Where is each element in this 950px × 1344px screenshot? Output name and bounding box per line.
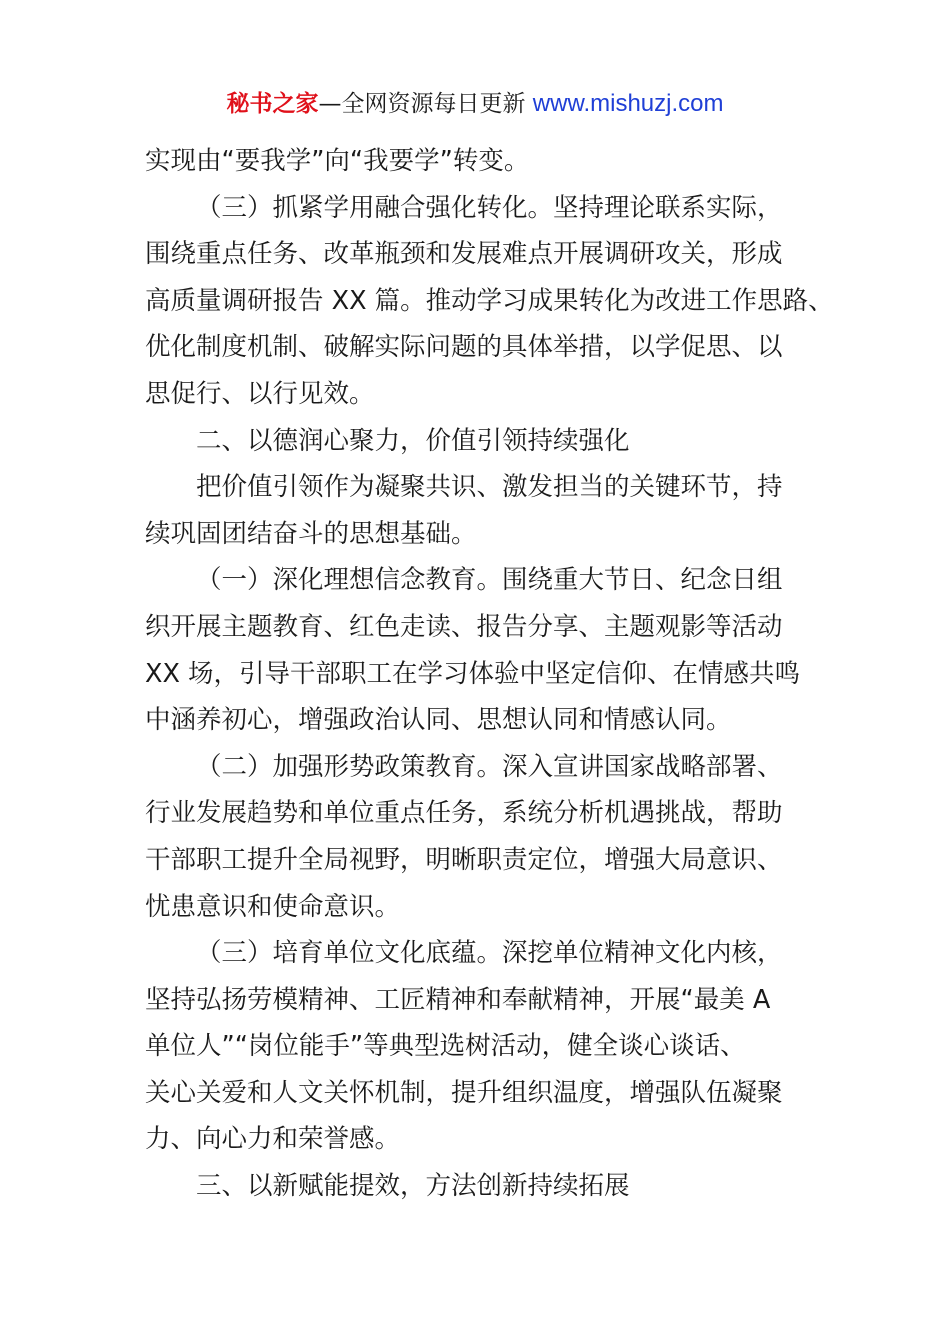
paragraph-line: 把价值引领作为凝聚共识、激发担当的关键环节，持: [196, 472, 783, 503]
paragraph-line: XX 场，引导干部职工在学习体验中坚定信仰、在情感共鸣: [145, 658, 801, 689]
paragraph-line: 力、向心力和荣誉感。: [145, 1124, 401, 1155]
paragraph-line: 坚持弘扬劳模精神、工匠精神和奉献精神，开展“最美 A: [145, 984, 771, 1015]
paragraph-line: 单位人”“岗位能手”等典型选树活动，健全谈心谈话、: [145, 1031, 746, 1062]
paragraph-line: 忧患意识和使命意识。: [145, 891, 401, 922]
header-tagline: —全网资源每日更新: [318, 91, 533, 117]
paragraph-line: 续巩固团结奋斗的思想基础。: [145, 518, 477, 549]
paragraph-line: 行业发展趋势和单位重点任务，系统分析机遇挑战，帮助: [145, 798, 783, 829]
paragraph-line: 实现由“要我学”向“我要学”转变。: [145, 146, 530, 176]
paragraph-line: 二、以德润心聚力，价值引领持续强化: [196, 425, 630, 456]
paragraph-line: 干部职工提升全局视野，明晰职责定位，增强大局意识、: [145, 844, 783, 875]
site-name: 秘书之家: [226, 91, 319, 117]
paragraph-line: 织开展主题教育、红色走读、报告分享、主题观影等活动: [145, 611, 783, 642]
paragraph-line: 三、以新赋能提效，方法创新持续拓展: [196, 1171, 630, 1202]
paragraph-line: （一）深化理想信念教育。围绕重大节日、纪念日组: [196, 565, 783, 596]
page-header: [0, 86, 950, 122]
document-body: [145, 138, 834, 1210]
paragraph-line: 高质量调研报告 XX 篇。推动学习成果转化为改进工作思路、: [145, 285, 834, 316]
paragraph-line: （三）抓紧学用融合强化转化。坚持理论联系实际，: [196, 192, 783, 223]
paragraph-line: 优化制度机制、破解实际问题的具体举措，以学促思、以: [145, 332, 783, 363]
paragraph-line: （三）培育单位文化底蕴。深挖单位精神文化内核，: [196, 938, 783, 969]
paragraph-line: 关心关爱和人文关怀机制，提升组织温度，增强队伍凝聚: [145, 1077, 783, 1108]
paragraph-line: （二）加强形势政策教育。深入宣讲国家战略部署、: [196, 751, 783, 782]
site-url-link[interactable]: www.mishuzj.com: [532, 90, 724, 117]
paragraph-line: 中涵养初心，增强政治认同、思想认同和情感认同。: [145, 705, 732, 736]
paragraph-line: 思促行、以行见效。: [145, 378, 375, 409]
paragraph-line: 围绕重点任务、改革瓶颈和发展难点开展调研攻关，形成: [145, 239, 783, 270]
